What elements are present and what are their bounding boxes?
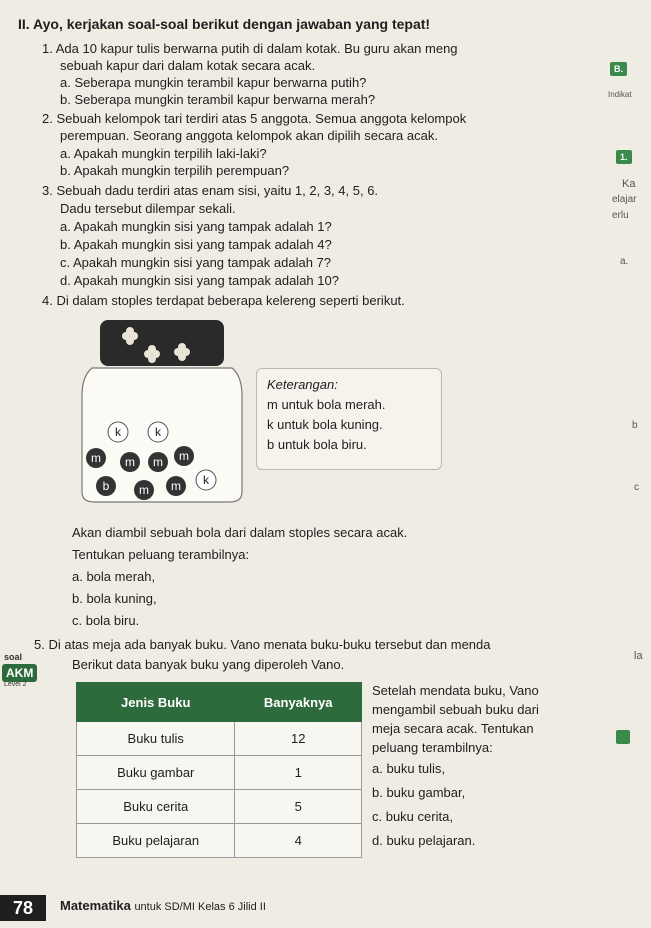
q5-option-a: a. buku tulis, xyxy=(372,761,445,776)
cell-banyak: 5 xyxy=(235,790,362,824)
right-fragment-la: la xyxy=(634,650,643,662)
q5-side-line1: Setelah mendata buku, Vano xyxy=(372,683,539,698)
q1-stem-line2: sebuah kapur dari dalam kotak secara acak. xyxy=(60,58,316,73)
q2-stem-line1: 2. Sebuah kelompok tari terdiri atas 5 anggota. Semua anggota kelompok xyxy=(42,111,467,126)
table-header-row xyxy=(77,683,362,722)
q1-stem-line1: 1. Ada 10 kapur tulis berwarna putih di dalam kotak. Bu guru akan meng xyxy=(42,41,458,56)
marble-label-2: k xyxy=(155,425,161,439)
marble-label-6: m xyxy=(179,449,189,463)
q5-side-line2: mengambil sebuah buku dari xyxy=(372,702,539,717)
q1-option-b: b. Seberapa mungkin terambil kapur berwarna merah? xyxy=(60,92,376,107)
q3-option-c: c. Apakah mungkin sisi yang tampak adalah 7? xyxy=(60,255,332,270)
q3-option-d: d. Apakah mungkin sisi yang tampak adalah 10? xyxy=(60,273,339,288)
q5-option-b: b. buku gambar, xyxy=(372,785,466,800)
soal-tag: soal xyxy=(4,652,23,662)
q4-option-a: a. bola merah, xyxy=(72,569,156,584)
footer-book-title xyxy=(60,898,266,913)
right-fragment-elajar: elajar xyxy=(612,194,637,205)
right-fragment-a: a. xyxy=(620,256,629,267)
q4-option-b: b. bola kuning, xyxy=(72,591,157,606)
q1-option-a: a. Seberapa mungkin terambil kapur berwarna putih? xyxy=(60,75,367,90)
right-fragment-b: b xyxy=(632,420,638,431)
right-fragment-green-marker xyxy=(616,730,630,744)
right-fragment-badge-1: 1. xyxy=(616,150,632,164)
right-fragment-ka: Ka xyxy=(622,178,636,190)
marble-label-5: m xyxy=(153,455,163,469)
cell-jenis: Buku gambar xyxy=(77,756,235,790)
q3-option-a: a. Apakah mungkin sisi yang tampak adalah 1? xyxy=(60,219,332,234)
footer-detail: untuk SD/MI Kelas 6 Jilid II xyxy=(134,901,266,913)
marble-label-1: k xyxy=(115,425,121,439)
legend-title: Keterangan: xyxy=(267,377,338,392)
q3-option-b: b. Apakah mungkin sisi yang tampak adalah 4? xyxy=(60,237,332,252)
q4-option-c: c. bola biru. xyxy=(72,613,140,628)
jar-lid xyxy=(100,320,224,366)
cell-jenis: Buku pelajaran xyxy=(77,824,235,858)
marble-jar-illustration xyxy=(72,316,252,506)
footer-subject: Matematika xyxy=(60,898,131,913)
marble-label-10: k xyxy=(203,473,209,487)
q3-stem-line1: 3. Sebuah dadu terdiri atas enam sisi, yaitu 1, 2, 3, 4, 5, 6. xyxy=(42,183,379,198)
q4-draw-text: Akan diambil sebuah bola dari dalam stoples secara acak. xyxy=(72,525,408,540)
q4-ask-text: Tentukan peluang terambilnya: xyxy=(72,547,250,562)
legend-merah: m untuk bola merah. xyxy=(267,397,386,412)
akm-level: Level 2 xyxy=(4,681,27,688)
header-jenis-buku: Jenis Buku xyxy=(77,683,235,722)
q5-option-c: c. buku cerita, xyxy=(372,809,453,824)
q5-side-line3: meja secara acak. Tentukan xyxy=(372,721,534,736)
cell-jenis: Buku cerita xyxy=(77,790,235,824)
marble-label-3: m xyxy=(91,451,101,465)
table-row xyxy=(77,790,362,824)
q2-stem-line2: perempuan. Seorang anggota kelompok akan dipilih secara acak. xyxy=(60,128,438,143)
q5-stem-line2: Berikut data banyak buku yang diperoleh Vano. xyxy=(72,657,345,672)
page-number: 78 xyxy=(0,895,46,921)
q5-stem-line1: 5. Di atas meja ada banyak buku. Vano menata buku-buku tersebut dan menda xyxy=(34,637,491,652)
marble-label-4: m xyxy=(125,455,135,469)
q5-option-d: d. buku pelajaran. xyxy=(372,833,476,848)
header-banyaknya: Banyaknya xyxy=(235,683,362,722)
right-fragment-indikator: Indikat xyxy=(608,90,632,99)
cell-jenis: Buku tulis xyxy=(77,722,235,756)
marble-label-7: b xyxy=(102,479,110,493)
akm-label: AKM xyxy=(6,666,34,680)
right-fragment-badge-b: B. xyxy=(610,62,627,76)
book-data-table xyxy=(76,682,362,858)
q4-stem: 4. Di dalam stoples terdapat beberapa kelereng seperti berikut. xyxy=(42,293,405,308)
q2-option-a: a. Apakah mungkin terpilih laki-laki? xyxy=(60,146,267,161)
q5-side-line4: peluang terambilnya: xyxy=(372,740,493,755)
marble-legend xyxy=(256,368,442,470)
marble-label-9: m xyxy=(171,479,181,493)
cell-banyak: 12 xyxy=(235,722,362,756)
section-title: II. Ayo, kerjakan soal-soal berikut dengan jawaban yang tepat! xyxy=(18,16,431,32)
table-row xyxy=(77,722,362,756)
q3-stem-line2: Dadu tersebut dilempar sekali. xyxy=(60,201,236,216)
cell-banyak: 1 xyxy=(235,756,362,790)
table-row xyxy=(77,824,362,858)
akm-badge xyxy=(2,664,37,682)
marble-label-8: m xyxy=(139,483,149,497)
table-row xyxy=(77,756,362,790)
legend-biru: b untuk bola biru. xyxy=(267,437,367,452)
cell-banyak: 4 xyxy=(235,824,362,858)
q2-option-b: b. Apakah mungkin terpilih perempuan? xyxy=(60,163,290,178)
right-fragment-erlu: erlu xyxy=(612,210,629,221)
right-fragment-c: c xyxy=(634,482,639,493)
legend-kuning: k untuk bola kuning. xyxy=(267,417,383,432)
